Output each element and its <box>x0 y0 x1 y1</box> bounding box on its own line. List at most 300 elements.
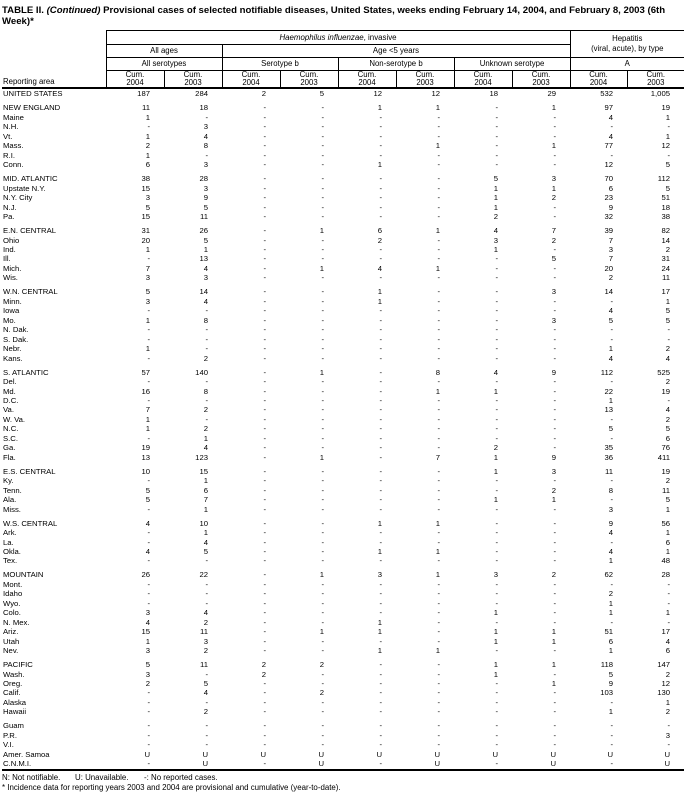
value-cell: - <box>321 424 324 434</box>
table-row <box>2 141 684 150</box>
value-cell: - <box>205 325 208 335</box>
value-cell: 5 <box>665 160 671 170</box>
value-cell: - <box>553 688 557 698</box>
value-cell: 3 <box>145 608 150 618</box>
value-cell: - <box>495 150 498 160</box>
value-cell: 4 <box>665 405 671 415</box>
value-cell: - <box>379 414 382 424</box>
value-cell: 12 <box>373 89 382 99</box>
value-cell: - <box>495 528 498 538</box>
value-cell: - <box>379 679 382 689</box>
table-row <box>2 396 684 405</box>
value-cell: - <box>379 504 382 514</box>
reporting-area-cell: Md. <box>3 386 16 396</box>
value-cell: - <box>437 122 440 132</box>
value-cell: 35 <box>604 443 614 453</box>
value-cell: 4 <box>608 353 614 363</box>
value-cell: - <box>379 636 382 646</box>
value-cell: - <box>321 730 324 740</box>
value-cell: - <box>495 679 498 689</box>
table-row <box>2 245 684 254</box>
value-cell: - <box>321 405 324 415</box>
value-cell: - <box>321 433 324 443</box>
value-cell: 6 <box>608 183 614 193</box>
value-cell: - <box>553 697 557 707</box>
reporting-area-cell: PACIFIC <box>3 660 33 670</box>
value-cell: 1 <box>665 608 671 618</box>
value-cell: 1 <box>608 344 614 354</box>
value-cell: 9 <box>551 452 557 462</box>
value-cell: - <box>205 334 208 344</box>
value-cell: - <box>379 193 382 203</box>
table-row <box>2 637 684 646</box>
value-cell: - <box>437 287 440 297</box>
subgroup-all-serotypes: All serotypes <box>106 57 222 70</box>
table-row <box>2 679 684 688</box>
value-cell: 6 <box>665 433 671 443</box>
value-cell: - <box>263 315 266 325</box>
table-row <box>2 306 684 315</box>
table-row <box>2 589 684 598</box>
value-cell: - <box>437 579 440 589</box>
value-cell: 39 <box>604 226 614 236</box>
table-row <box>2 170 684 184</box>
value-cell: 1 <box>493 193 498 203</box>
value-cell: - <box>437 598 440 608</box>
value-cell: - <box>495 688 498 698</box>
value-cell: - <box>553 740 557 750</box>
value-cell: - <box>379 528 382 538</box>
value-cell: - <box>263 367 266 377</box>
value-cell: 1 <box>665 546 671 556</box>
table-row <box>2 505 684 514</box>
value-cell: 3 <box>493 570 498 580</box>
value-cell: 1 <box>493 627 498 637</box>
value-cell: 1 <box>493 183 498 193</box>
value-cell: - <box>147 721 150 731</box>
value-cell: - <box>205 589 208 599</box>
value-cell: - <box>263 244 266 254</box>
value-cell: 24 <box>661 263 671 273</box>
value-cell: 26 <box>141 570 150 580</box>
table-row <box>2 264 684 273</box>
value-cell: 1 <box>377 617 382 627</box>
reporting-area-cell: MID. ATLANTIC <box>3 174 58 184</box>
value-cell: 1 <box>203 476 208 486</box>
value-cell: - <box>321 315 324 325</box>
value-cell: 26 <box>199 226 208 236</box>
value-cell: 8 <box>203 386 208 396</box>
value-cell: - <box>379 405 382 415</box>
table-row <box>2 731 684 740</box>
value-cell: - <box>437 556 440 566</box>
table-row <box>2 646 684 655</box>
table-title-label: TABLE II. <box>2 5 44 16</box>
value-cell: - <box>553 122 557 132</box>
value-cell: 1 <box>377 546 382 556</box>
value-cell: - <box>379 485 382 495</box>
value-cell: 1 <box>319 570 324 580</box>
value-cell: 18 <box>489 89 498 99</box>
value-cell: 15 <box>141 627 150 637</box>
value-cell: - <box>553 504 557 514</box>
value-cell: 2 <box>319 688 324 698</box>
value-cell: 3 <box>145 646 150 656</box>
value-cell: - <box>437 405 440 415</box>
value-cell: - <box>321 707 324 717</box>
value-cell: 76 <box>661 443 671 453</box>
value-cell: 51 <box>604 627 614 637</box>
value-cell: - <box>610 617 614 627</box>
value-cell: 1 <box>435 386 440 396</box>
value-cell: 51 <box>661 193 671 203</box>
value-cell: 12 <box>661 679 671 689</box>
value-cell: - <box>321 504 324 514</box>
value-cell: 1 <box>435 263 440 273</box>
value-cell: - <box>263 193 266 203</box>
value-cell: 1 <box>608 556 614 566</box>
value-cell: - <box>263 150 266 160</box>
value-cell: - <box>610 377 614 387</box>
value-cell: - <box>321 202 324 212</box>
value-cell: - <box>553 353 557 363</box>
value-cell: - <box>437 193 440 203</box>
value-cell: - <box>437 131 440 141</box>
value-cell: - <box>553 528 557 538</box>
value-cell: 1 <box>145 636 150 646</box>
value-cell: - <box>321 740 324 750</box>
value-cell: - <box>263 287 266 297</box>
value-cell: 5 <box>608 315 614 325</box>
value-cell: 118 <box>600 660 614 670</box>
value-cell: - <box>321 334 324 344</box>
table-row <box>2 453 684 462</box>
value-cell: 9 <box>608 679 614 689</box>
table-row <box>2 184 684 193</box>
reporting-area-cell: N.J. <box>3 202 17 212</box>
value-cell: - <box>610 433 614 443</box>
value-cell: - <box>321 414 324 424</box>
value-cell: - <box>321 254 324 264</box>
value-cell: 1 <box>551 679 557 689</box>
value-cell: - <box>495 377 498 387</box>
value-cell: - <box>553 160 557 170</box>
value-cell: 1 <box>665 296 671 306</box>
table-row <box>2 99 684 113</box>
reporting-area-cell: Ind. <box>3 244 16 254</box>
value-cell: - <box>321 518 324 528</box>
value-cell: 5 <box>319 89 324 99</box>
table-row <box>2 740 684 749</box>
value-cell: - <box>437 669 440 679</box>
table-row <box>2 462 684 476</box>
value-cell: 3 <box>551 287 557 297</box>
value-cell: - <box>437 174 440 184</box>
value-cell: - <box>610 150 614 160</box>
value-cell: - <box>379 452 382 462</box>
value-cell: - <box>437 212 440 222</box>
reporting-area-cell: Ky. <box>3 476 14 486</box>
value-cell: - <box>263 103 266 113</box>
value-cell: - <box>147 707 150 717</box>
value-cell: 20 <box>141 235 150 245</box>
reporting-area-cell: Kans. <box>3 353 23 363</box>
value-cell: - <box>437 679 440 689</box>
reporting-area-cell: Ala. <box>3 495 17 505</box>
table-row <box>2 707 684 716</box>
value-cell: 48 <box>661 556 671 566</box>
reporting-area-cell: R.I. <box>3 150 15 160</box>
reporting-area-cell: E.N. CENTRAL <box>3 226 56 236</box>
value-cell: - <box>495 263 498 273</box>
value-cell: - <box>437 160 440 170</box>
value-cell: - <box>553 433 557 443</box>
value-cell: 17 <box>661 627 671 637</box>
value-cell: - <box>379 721 382 731</box>
table-row <box>2 688 684 697</box>
value-cell: 2 <box>665 344 671 354</box>
value-cell: 5 <box>665 424 671 434</box>
value-cell: - <box>495 504 498 514</box>
value-cell: - <box>205 377 208 387</box>
value-cell: 147 <box>657 660 671 670</box>
value-cell: - <box>321 485 324 495</box>
value-cell: - <box>495 414 498 424</box>
value-cell: - <box>495 579 498 589</box>
value-cell: 3 <box>551 174 557 184</box>
value-cell: - <box>379 495 382 505</box>
value-cell: 2 <box>665 414 671 424</box>
value-cell: - <box>379 334 382 344</box>
disease-group-header <box>106 30 570 44</box>
value-cell: 5 <box>145 485 150 495</box>
value-cell: - <box>437 476 440 486</box>
reporting-area-cell: Pa. <box>3 212 15 222</box>
reporting-area-cell: Del. <box>3 377 17 387</box>
value-cell: - <box>379 433 382 443</box>
value-cell: - <box>379 353 382 363</box>
value-cell: - <box>263 730 266 740</box>
value-cell: - <box>495 740 498 750</box>
value-cell: - <box>495 254 498 264</box>
value-cell: - <box>379 183 382 193</box>
value-cell: 4 <box>203 443 208 453</box>
value-cell: - <box>495 334 498 344</box>
table-row <box>2 656 684 670</box>
reporting-area-cell: P.R. <box>3 730 17 740</box>
reporting-area-header: Reporting area <box>2 30 106 88</box>
reporting-area-cell: Oreg. <box>3 679 23 689</box>
table-row <box>2 627 684 636</box>
col-header-cum-2003-2: Cum. 2003 <box>396 70 454 88</box>
value-cell: - <box>263 707 266 717</box>
col-header-cum-2004-1: Cum. 2004 <box>222 70 280 88</box>
reporting-area-cell: Maine <box>3 112 24 122</box>
value-cell: 12 <box>431 89 440 99</box>
value-cell: 2 <box>551 485 557 495</box>
value-cell: - <box>263 589 266 599</box>
value-cell: 2 <box>493 443 498 453</box>
table-row <box>2 354 684 363</box>
value-cell: - <box>553 646 557 656</box>
value-cell: - <box>667 579 671 589</box>
value-cell: - <box>147 377 150 387</box>
value-cell: 1 <box>551 636 557 646</box>
value-cell: - <box>553 424 557 434</box>
value-cell: 8 <box>435 367 440 377</box>
value-cell: - <box>263 697 266 707</box>
value-cell: - <box>553 386 557 396</box>
value-cell: - <box>321 344 324 354</box>
table-title-continued: (Continued) <box>46 5 101 16</box>
value-cell: 1 <box>665 697 671 707</box>
value-cell: 2 <box>665 244 671 254</box>
value-cell: 23 <box>604 193 614 203</box>
value-cell: 1 <box>493 495 498 505</box>
value-cell: - <box>495 296 498 306</box>
reporting-area-cell: N.Y. City <box>3 193 33 203</box>
value-cell: - <box>263 334 266 344</box>
value-cell: 38 <box>661 212 671 222</box>
value-cell: - <box>379 367 382 377</box>
table-row <box>2 122 684 131</box>
value-cell: - <box>379 306 382 316</box>
value-cell: - <box>553 325 557 335</box>
value-cell: 1 <box>377 627 382 637</box>
value-cell: - <box>379 424 382 434</box>
reporting-area-cell: Upstate N.Y. <box>3 183 46 193</box>
value-cell: - <box>263 353 266 363</box>
reporting-area-cell: NEW ENGLAND <box>3 103 61 113</box>
value-cell: 2 <box>608 589 614 599</box>
value-cell: 1 <box>551 103 557 113</box>
value-cell: - <box>263 759 266 769</box>
value-cell: 1 <box>493 660 498 670</box>
value-cell: 1 <box>493 452 498 462</box>
value-cell: - <box>147 433 150 443</box>
value-cell: - <box>263 263 266 273</box>
value-cell: - <box>437 353 440 363</box>
value-cell: 1 <box>203 244 208 254</box>
value-cell: - <box>437 740 440 750</box>
value-cell: - <box>321 386 324 396</box>
value-cell: 2 <box>203 424 208 434</box>
value-cell: - <box>553 334 557 344</box>
reporting-area-cell: Ariz. <box>3 627 19 637</box>
reporting-area-cell: Miss. <box>3 504 21 514</box>
value-cell: - <box>553 244 557 254</box>
value-cell: 3 <box>145 273 150 283</box>
value-cell: - <box>321 528 324 538</box>
value-cell: 112 <box>657 174 671 184</box>
value-cell: 5 <box>203 235 208 245</box>
value-cell: - <box>379 395 382 405</box>
value-cell: - <box>205 556 208 566</box>
value-cell: - <box>495 353 498 363</box>
value-cell: - <box>437 235 440 245</box>
table-row <box>2 556 684 565</box>
value-cell: 1 <box>145 150 150 160</box>
value-cell: - <box>379 315 382 325</box>
value-cell: 3 <box>608 504 614 514</box>
value-cell: - <box>495 617 498 627</box>
value-cell: 1 <box>435 518 440 528</box>
value-cell: 2 <box>608 273 614 283</box>
value-cell: 14 <box>661 235 671 245</box>
value-cell: - <box>263 476 266 486</box>
value-cell: - <box>495 697 498 707</box>
value-cell: 31 <box>661 254 671 264</box>
value-cell: - <box>321 617 324 627</box>
value-cell: - <box>263 226 266 236</box>
value-cell: - <box>321 646 324 656</box>
value-cell: - <box>263 254 266 264</box>
value-cell: 5 <box>665 306 671 316</box>
value-cell: U <box>664 759 671 769</box>
value-cell: 15 <box>141 212 150 222</box>
reporting-area-cell: Wis. <box>3 273 18 283</box>
table-row <box>2 316 684 325</box>
value-cell: - <box>437 660 440 670</box>
table-row <box>2 486 684 495</box>
reporting-area-cell: N. Dak. <box>3 325 29 335</box>
value-cell: 1 <box>319 226 324 236</box>
value-cell: - <box>205 730 208 740</box>
value-cell: - <box>610 759 614 769</box>
reporting-area-cell: Calif. <box>3 688 21 698</box>
value-cell: 22 <box>199 570 208 580</box>
value-cell: 1 <box>145 315 150 325</box>
reporting-area-cell: La. <box>3 537 14 547</box>
value-cell: 1 <box>319 263 324 273</box>
value-cell: U <box>318 749 324 759</box>
value-cell: 5 <box>145 287 150 297</box>
table-row <box>2 443 684 452</box>
value-cell: - <box>147 334 150 344</box>
value-cell: - <box>437 443 440 453</box>
reporting-area-cell: V.I. <box>3 740 14 750</box>
reporting-area-cell: Conn. <box>3 160 24 170</box>
value-cell: - <box>495 344 498 354</box>
value-cell: 1 <box>551 183 557 193</box>
value-cell: 2 <box>203 707 208 717</box>
value-cell: - <box>263 570 266 580</box>
value-cell: 2 <box>203 646 208 656</box>
value-cell: 70 <box>604 174 614 184</box>
value-cell: - <box>495 598 498 608</box>
subgroup-serotype-b: Serotype b <box>222 57 338 70</box>
value-cell: 2 <box>665 707 671 717</box>
value-cell: 8 <box>203 141 208 151</box>
value-cell: - <box>263 325 266 335</box>
value-cell: - <box>610 325 614 335</box>
legend-no-reported-cases: -: No reported cases. <box>144 772 218 782</box>
value-cell: - <box>263 466 266 476</box>
value-cell: 1 <box>435 546 440 556</box>
value-cell: - <box>321 150 324 160</box>
value-cell: 6 <box>203 485 208 495</box>
table-row <box>2 599 684 608</box>
value-cell: 5 <box>145 202 150 212</box>
value-cell: 11 <box>662 273 671 283</box>
reporting-area-cell: Ark. <box>3 528 17 538</box>
value-cell: U <box>550 759 557 769</box>
col-header-cum-2003-3: Cum. 2003 <box>512 70 570 88</box>
reporting-area-cell: UNITED STATES <box>3 89 63 99</box>
value-cell: - <box>379 377 382 387</box>
value-cell: - <box>610 296 614 306</box>
reporting-area-cell: S. Dak. <box>3 334 29 344</box>
